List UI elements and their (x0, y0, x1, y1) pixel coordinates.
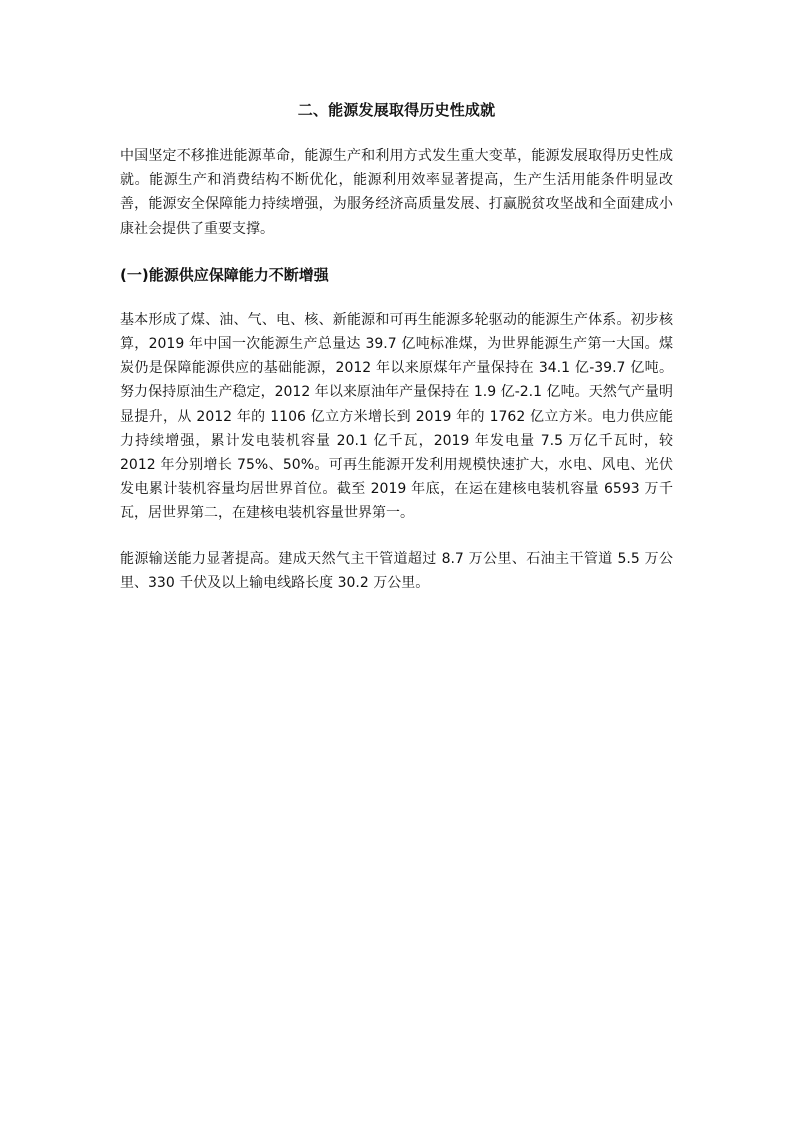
page-title: 二、能源发展取得历史性成就 (297, 101, 496, 119)
document-body (120, 98, 673, 595)
section-heading: (一)能源供应保障能力不断增强 (120, 265, 329, 284)
energy-transport-paragraph: 能源输送能力显著提高。建成天然气主干管道超过 8.7 万公里、石油主干管道 5.5 万公里、330 千伏及以上输电线路长度 30.2 万公里。 (120, 550, 673, 591)
intro-paragraph: 中国坚定不移推进能源革命，能源生产和利用方式发生重大变革，能源发展取得历史性成就。能源生产和消费结构不断优化，能源利用效率显著提高，生产生活用能条件明显改善，能源安全保障能力持续增强，为服务经济高质量发展、打赢脱贫攻坚战和全面建成小康社会提供了重要支撑。 (120, 148, 673, 237)
energy-supply-paragraph: 基本形成了煤、油、气、电、核、新能源和可再生能源多轮驱动的能源生产体系。初步核算，2019 年中国一次能源生产总量达 39.7 亿吨标准煤，为世界能源生产第一大国。煤炭仍是保障能源供应的基础能源，2012 年以来原煤年产量保持在 34.1 亿-39.7 亿吨。努力保持原油生产稳定，2012 年以来原油年产量保持在 1.9 亿-2.1 亿吨。天然气产量明显提升，从 2012 年的 1106 亿立方米增长到 2019 年的 1762 亿立方米。电力供应能力持续增强，累计发电装机容量 20.1 亿千瓦，2019 年发电量 7.5 万亿千瓦时，较 2012 年分别增长 75%、50%。可再生能源开发利用规模快速扩大，水电、风电、光伏发电累计装机容量均居世界首位。截至 2019 年底，在运在建核电装机容量 6593 万千瓦，居世界第二，在建核电装机容量世界第一。 (120, 311, 673, 522)
